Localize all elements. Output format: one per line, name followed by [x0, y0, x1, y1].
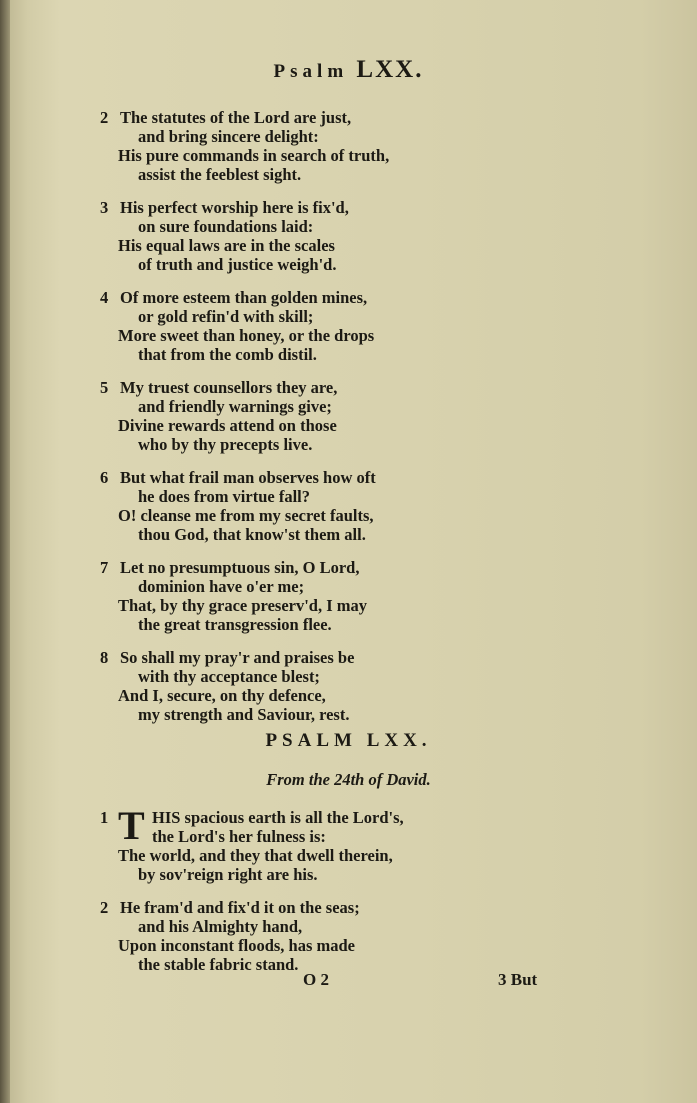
drop-cap: T — [118, 803, 145, 848]
verse-line: His equal laws are in the scales — [118, 236, 335, 255]
verse-line: and friendly warnings give; — [138, 397, 332, 416]
section-title: PSALM LXX. — [265, 730, 432, 751]
stanza-number: 1 — [100, 808, 109, 827]
verse-line: My truest counsellors they are, — [120, 378, 338, 397]
verse-line: assist the feeblest sight. — [138, 165, 302, 184]
stanza-number: 2 — [100, 898, 109, 917]
verse-line: he does from virtue fall? — [138, 487, 311, 506]
verse-line: His perfect worship here is fix'd, — [120, 198, 349, 217]
catchword: 3 But — [498, 970, 538, 989]
stanza-number: 4 — [100, 288, 109, 307]
verse-line: thou God, that know'st them all. — [138, 525, 366, 544]
verse-line: HIS spacious earth is all the Lord's, — [152, 808, 404, 827]
stanza — [100, 648, 540, 724]
stanza-number: 6 — [100, 468, 109, 487]
stanza-number: 7 — [100, 558, 109, 577]
running-head-word: Psalm — [273, 61, 349, 82]
verse-line: my strength and Saviour, rest. — [138, 705, 350, 724]
stanza — [100, 378, 540, 454]
verse-line: He fram'd and fix'd it on the seas; — [120, 898, 360, 917]
verse-line: Of more esteem than golden mines, — [120, 288, 368, 307]
verse-line: and bring sincere delight: — [138, 127, 319, 146]
stanza — [100, 288, 540, 364]
stanza — [100, 898, 540, 974]
stanza-number: 8 — [100, 648, 109, 667]
stanza — [100, 468, 540, 544]
verse-line: The statutes of the Lord are just, — [120, 108, 352, 127]
section-subtitle: From the 24th of David. — [266, 770, 431, 789]
verse-line: on sure foundations laid: — [138, 217, 314, 236]
verse-line: But what frail man observes how oft — [120, 468, 376, 487]
verse-line: So shall my pray'r and praises be — [120, 648, 355, 667]
verse-line: Divine rewards attend on those — [118, 416, 337, 435]
running-head-numeral: LXX. — [356, 56, 424, 83]
verse-line: with thy acceptance blest; — [138, 667, 320, 686]
stanza — [100, 803, 540, 884]
stanza — [100, 108, 540, 184]
verse-line: that from the comb distil. — [138, 345, 317, 364]
verse-line: who by thy precepts live. — [138, 435, 313, 454]
verse-line: and his Almighty hand, — [138, 917, 303, 936]
verse-line: of truth and justice weigh'd. — [138, 255, 337, 274]
verse-line: or gold refin'd with skill; — [138, 307, 314, 326]
verse-line: That, by thy grace preserv'd, I may — [118, 596, 368, 615]
page-binding-edge — [0, 0, 10, 1103]
verse-line: by sov'reign right are his. — [138, 865, 318, 884]
verse-line: His pure commands in search of truth, — [118, 146, 390, 165]
stanzas-top — [100, 108, 540, 738]
stanzas-bottom — [100, 803, 540, 988]
stanza-number: 3 — [100, 198, 109, 217]
verse-line: Upon inconstant floods, has made — [118, 936, 356, 955]
signature-mark: O 2 — [303, 970, 329, 989]
verse-line: The world, and they that dwell therein, — [118, 846, 393, 865]
verse-line: dominion have o'er me; — [138, 577, 305, 596]
verse-line: the great transgression flee. — [138, 615, 332, 634]
stanza — [100, 198, 540, 274]
verse-line: More sweet than honey, or the drops — [118, 326, 375, 345]
verse-line: the stable fabric stand. — [138, 955, 299, 974]
verse-line: the Lord's her fulness is: — [152, 827, 326, 846]
verse-line: Let no presumptuous sin, O Lord, — [120, 558, 360, 577]
running-head — [0, 56, 697, 84]
verse-line: And I, secure, on thy defence, — [118, 686, 326, 705]
verse-line: O! cleanse me from my secret faults, — [118, 506, 374, 525]
stanza — [100, 558, 540, 634]
stanza-number: 5 — [100, 378, 109, 397]
stanza-number: 2 — [100, 108, 109, 127]
